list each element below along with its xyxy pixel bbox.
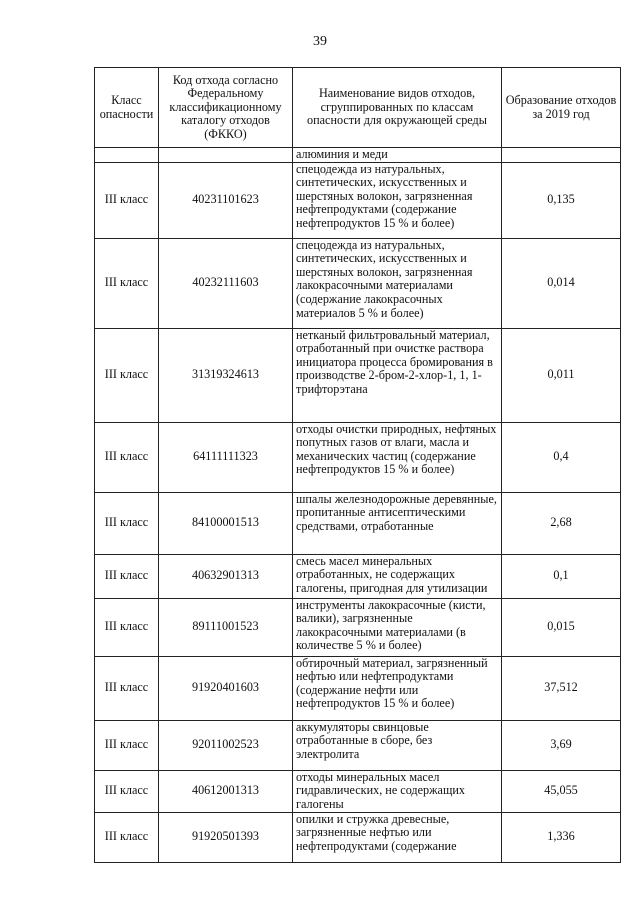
waste-name-cell: спецодежда из натуральных, синтетических, искусственных и шерстяных волокон, загрязненная нефтепродуктами (содержание нефтепродуктов 15 % и более) [293,162,502,238]
fkko-code-cell: 40632901313 [159,554,293,598]
table-row [95,238,621,328]
fkko-code-cell: 31319324613 [159,328,293,422]
waste-name-cell: нетканый фильтровальный материал, отработанный при очистке раствора инициатора процесса бромирования в производстве 2-бром-2-хлор-1, 1, 1-трифторэтана [293,328,502,422]
waste-amount-cell: 0,135 [502,162,621,238]
header-code: Код отхода согласно Федеральному классификационному каталогу отходов (ФККО) [159,68,293,148]
table-row [95,162,621,238]
waste-name-cell: отходы минеральных масел гидравлических, не содержащих галогены [293,770,502,812]
waste-amount-cell: 0,011 [502,328,621,422]
header-name: Наименование видов отходов, сгруппированных по классам опасности для окружающей среды [293,68,502,148]
header-class: Класс опасности [95,68,159,148]
waste-name-cell: шпалы железнодорожные деревянные, пропитанные антисептическими средствами, отработанные [293,492,502,554]
fkko-code-cell: 91920501393 [159,812,293,862]
table-row [95,770,621,812]
hazard-class-cell: III класс [95,770,159,812]
continuation-class-cell [95,148,159,163]
table-row [95,598,621,656]
waste-table [94,67,621,863]
waste-amount-cell: 0,4 [502,422,621,492]
waste-name-cell: аккумуляторы свинцовые отработанные в сборе, без электролита [293,720,502,770]
hazard-class-cell: III класс [95,422,159,492]
hazard-class-cell: III класс [95,554,159,598]
fkko-code-cell: 40232111603 [159,238,293,328]
waste-amount-cell: 0,014 [502,238,621,328]
waste-amount-cell: 37,512 [502,656,621,720]
header-row [95,68,621,148]
waste-name-cell: обтирочный материал, загрязненный нефтью или нефтепродуктами (содержание нефти или нефтепродуктов 15 % и более) [293,656,502,720]
waste-amount-cell: 2,68 [502,492,621,554]
fkko-code-cell: 92011002523 [159,720,293,770]
fkko-code-cell: 40612001313 [159,770,293,812]
continuation-amount-cell [502,148,621,163]
waste-amount-cell: 3,69 [502,720,621,770]
table-row [95,812,621,862]
waste-amount-cell: 0,015 [502,598,621,656]
hazard-class-cell: III класс [95,812,159,862]
table-row [95,422,621,492]
waste-name-cell: смесь масел минеральных отработанных, не содержащих галогены, пригодная для утилизации [293,554,502,598]
hazard-class-cell: III класс [95,656,159,720]
hazard-class-cell: III класс [95,598,159,656]
fkko-code-cell: 40231101623 [159,162,293,238]
waste-amount-cell: 0,1 [502,554,621,598]
waste-name-cell: опилки и стружка древесные, загрязненные нефтью или нефтепродуктами (содержание [293,812,502,862]
waste-name-cell: спецодежда из натуральных, синтетических, искусственных и шерстяных волокон, загрязненная лакокрасочными материалами (содержание лакокрасочных материалов 5 % и более) [293,238,502,328]
page-number: 39 [313,34,327,49]
table-row [95,720,621,770]
fkko-code-cell: 91920401603 [159,656,293,720]
continuation-code-cell [159,148,293,163]
hazard-class-cell: III класс [95,492,159,554]
table-row [95,554,621,598]
table-row [95,328,621,422]
continuation-text: алюминия и меди [293,148,502,163]
hazard-class-cell: III класс [95,162,159,238]
fkko-code-cell: 89111001523 [159,598,293,656]
fkko-code-cell: 64111111323 [159,422,293,492]
table-row [95,492,621,554]
continuation-row [95,148,621,163]
waste-amount-cell: 45,055 [502,770,621,812]
table-row [95,656,621,720]
waste-name-cell: инструменты лакокрасочные (кисти, валики), загрязненные лакокрасочными материалами (в количестве 5 % и более) [293,598,502,656]
fkko-code-cell: 84100001513 [159,492,293,554]
waste-amount-cell: 1,336 [502,812,621,862]
hazard-class-cell: III класс [95,328,159,422]
header-amount: Образование отходов за 2019 год [502,68,621,148]
hazard-class-cell: III класс [95,238,159,328]
waste-name-cell: отходы очистки природных, нефтяных попутных газов от влаги, масла и механических частиц (содержание нефтепродуктов 15 % и более) [293,422,502,492]
hazard-class-cell: III класс [95,720,159,770]
